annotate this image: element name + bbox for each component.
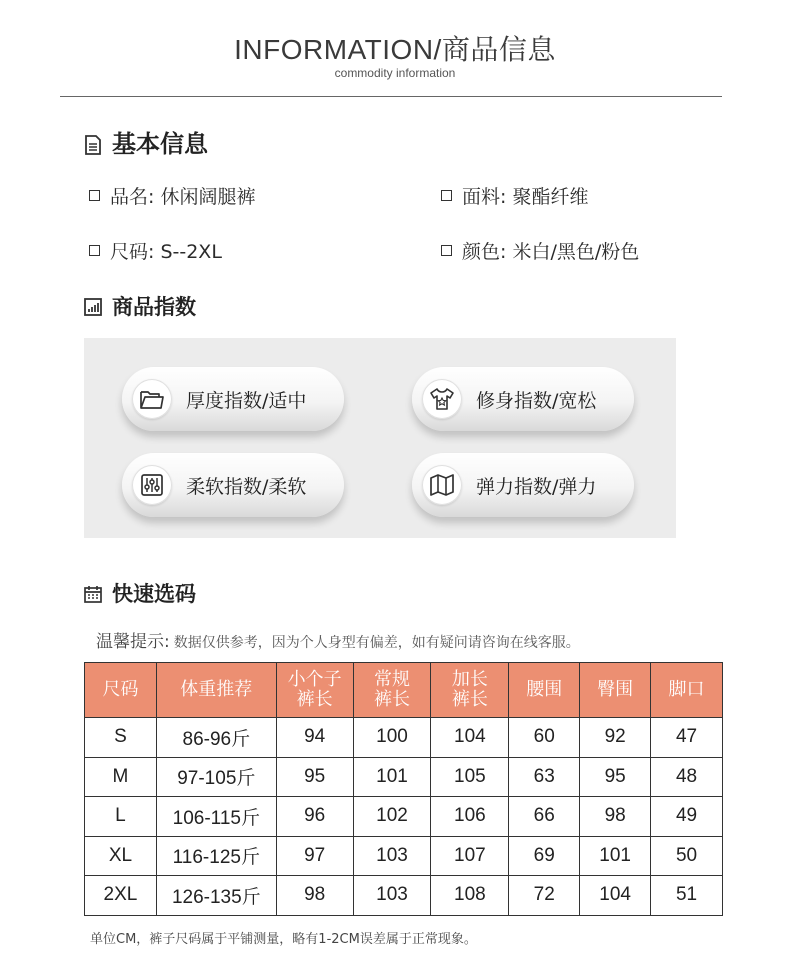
index-pill-elasticity <box>412 453 634 517</box>
table-cell: 50 <box>651 836 723 876</box>
table-row <box>85 876 723 916</box>
table-cell: 95 <box>276 757 353 797</box>
document-icon <box>84 133 102 151</box>
folder-icon <box>132 379 172 419</box>
size-tip-label: 温馨提示: <box>96 632 170 652</box>
table-cell: 102 <box>353 797 431 837</box>
tshirt-icon <box>422 379 462 419</box>
table-cell: 86-96斤 <box>156 718 276 758</box>
info-item-color <box>441 237 639 264</box>
table-cell: 48 <box>651 757 723 797</box>
table-cell: 72 <box>509 876 580 916</box>
table-cell: 2XL <box>85 876 157 916</box>
table-cell: L <box>85 797 157 837</box>
table-cell: XL <box>85 836 157 876</box>
index-pill-softness <box>122 453 344 517</box>
info-item-name-text: 品名: 休闲阔腿裤 <box>110 186 256 208</box>
basic-info-heading <box>84 124 208 159</box>
size-tip-text: 数据仅供参考，因为个人身型有偏差，如有疑问请咨询在线客服。 <box>173 635 580 651</box>
table-header-cell: 尺码 <box>85 663 157 718</box>
header-divider <box>60 96 722 97</box>
table-header-cell: 加长 裤长 <box>431 663 509 718</box>
index-pill-thickness <box>122 367 344 431</box>
table-cell: 98 <box>580 797 651 837</box>
checkbox-icon <box>441 245 452 256</box>
size-tip <box>96 627 580 652</box>
table-cell: 66 <box>509 797 580 837</box>
table-header-cell: 脚口 <box>651 663 723 718</box>
table-cell: 105 <box>431 757 509 797</box>
table-cell: 97-105斤 <box>156 757 276 797</box>
table-cell: M <box>85 757 157 797</box>
quick-size-title: 快速选码 <box>112 582 196 606</box>
table-cell: 95 <box>580 757 651 797</box>
table-header-cell: 腰围 <box>509 663 580 718</box>
table-cell: 104 <box>580 876 651 916</box>
info-item-size-text: 尺码: S--2XL <box>110 241 222 263</box>
size-footnote: 单位CM，裤子尺码属于平铺测量，略有1-2CM误差属于正常现象。 <box>90 932 477 947</box>
table-cell: 96 <box>276 797 353 837</box>
table-cell: 103 <box>353 836 431 876</box>
table-header-cell: 体重推荐 <box>156 663 276 718</box>
sliders-icon <box>132 465 172 505</box>
calendar-icon <box>84 584 102 602</box>
table-cell: S <box>85 718 157 758</box>
table-cell: 100 <box>353 718 431 758</box>
table-cell: 106-115斤 <box>156 797 276 837</box>
checkbox-icon <box>89 245 100 256</box>
checkbox-icon <box>89 190 100 201</box>
bar-chart-icon <box>84 297 102 315</box>
table-cell: 101 <box>353 757 431 797</box>
info-item-fabric <box>441 182 588 209</box>
page-subtitle: commodity information <box>334 66 456 80</box>
table-header-cell: 臀围 <box>580 663 651 718</box>
table-header-row <box>85 663 723 718</box>
table-header-cell: 常规 裤长 <box>353 663 431 718</box>
table-row <box>85 836 723 876</box>
checkbox-icon <box>441 190 452 201</box>
index-pill-fit <box>412 367 634 431</box>
index-pill-elasticity-label: 弹力指数/弹力 <box>476 475 597 498</box>
table-row <box>85 718 723 758</box>
index-pill-softness-label: 柔软指数/柔软 <box>186 475 307 498</box>
table-cell: 51 <box>651 876 723 916</box>
table-cell: 104 <box>431 718 509 758</box>
table-row <box>85 757 723 797</box>
table-row <box>85 797 723 837</box>
index-pill-thickness-label: 厚度指数/适中 <box>186 389 307 412</box>
info-item-size <box>89 237 222 264</box>
page-title: INFORMATION/商品信息 <box>234 34 556 65</box>
product-index-heading <box>84 291 196 321</box>
table-cell: 126-135斤 <box>156 876 276 916</box>
map-fold-icon <box>422 465 462 505</box>
table-cell: 49 <box>651 797 723 837</box>
table-cell: 97 <box>276 836 353 876</box>
table-cell: 98 <box>276 876 353 916</box>
quick-size-heading <box>84 578 196 608</box>
product-index-title: 商品指数 <box>112 295 196 319</box>
table-cell: 92 <box>580 718 651 758</box>
info-item-fabric-text: 面料: 聚酯纤维 <box>462 186 589 208</box>
table-cell: 47 <box>651 718 723 758</box>
info-item-name <box>89 182 255 209</box>
table-cell: 116-125斤 <box>156 836 276 876</box>
index-pill-fit-label: 修身指数/宽松 <box>476 389 597 412</box>
table-cell: 106 <box>431 797 509 837</box>
table-cell: 94 <box>276 718 353 758</box>
table-cell: 69 <box>509 836 580 876</box>
info-item-color-text: 颜色: 米白/黑色/粉色 <box>462 241 640 263</box>
table-header-cell: 小个子 裤长 <box>276 663 353 718</box>
table-cell: 101 <box>580 836 651 876</box>
basic-info-title: 基本信息 <box>112 130 208 158</box>
table-cell: 63 <box>509 757 580 797</box>
table-cell: 60 <box>509 718 580 758</box>
table-cell: 103 <box>353 876 431 916</box>
table-cell: 108 <box>431 876 509 916</box>
size-table <box>84 662 723 916</box>
table-cell: 107 <box>431 836 509 876</box>
